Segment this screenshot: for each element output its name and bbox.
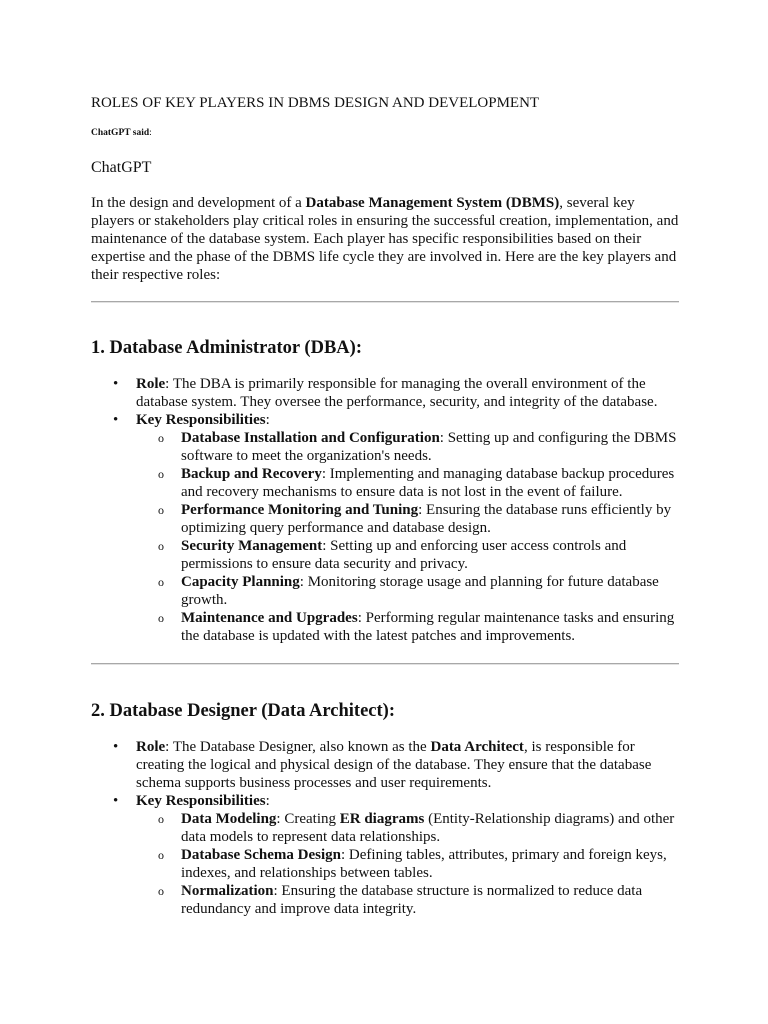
item-bold: ER diagrams — [339, 811, 425, 827]
speaker-name: ChatGPT — [91, 159, 152, 176]
responsibilities-label: Key Responsibilities — [136, 793, 266, 809]
responsibilities-colon: : — [265, 412, 270, 428]
list-item — [91, 738, 681, 792]
section-heading-dba: 1. Database Administrator (DBA): — [91, 338, 362, 358]
sub-list-item — [91, 501, 681, 537]
intro-pre: In the design and development of a — [91, 195, 306, 211]
horizontal-rule — [91, 663, 679, 665]
intro-paragraph — [91, 194, 681, 284]
designer-list — [91, 738, 681, 918]
item-label: Database Schema Design — [181, 847, 341, 863]
sub-list-item — [91, 465, 681, 501]
section-heading-designer: 2. Database Designer (Data Architect): — [91, 701, 395, 721]
sub-bullet-icon: o — [158, 467, 164, 481]
sub-list-item — [91, 882, 681, 918]
item-text: : Monitoring storage usage and planning for future database growth. — [181, 574, 659, 608]
sub-list-item — [91, 810, 681, 846]
sub-bullet-icon: o — [158, 539, 164, 553]
sub-list-item — [91, 429, 681, 465]
bullet-icon: • — [113, 739, 119, 755]
dba-list — [91, 375, 681, 645]
bullet-icon: • — [113, 412, 119, 428]
horizontal-rule — [91, 301, 679, 303]
responsibilities-colon: : — [265, 793, 270, 809]
item-label: Database Installation and Configuration — [181, 430, 440, 446]
item-label: Data Modeling — [181, 811, 277, 827]
intro-bold: Database Management System (DBMS) — [305, 195, 560, 211]
intro-post: , several key players or stakeholders play critical roles in ensuring the successful creation, implementation, and maintenance of the database system. Each player has specific responsibilities based on their expertise and the phase of the DBMS life cycle they are involved in. Here are the key players and their respective roles: — [91, 195, 679, 283]
bullet-icon: • — [113, 376, 119, 392]
sub-bullet-icon: o — [158, 884, 164, 898]
sub-list-item — [91, 846, 681, 882]
sub-list-item — [91, 537, 681, 573]
item-label: Performance Monitoring and Tuning — [181, 502, 419, 518]
list-item — [91, 792, 681, 810]
item-text: : Setting up and configuring the DBMS software to meet the organization's needs. — [181, 430, 677, 464]
role-pre: : The Database Designer, also known as the — [165, 739, 431, 755]
sub-bullet-icon: o — [158, 575, 164, 589]
bullet-icon: • — [113, 793, 119, 809]
said-colon: : — [149, 128, 152, 138]
item-text: : Setting up and enforcing user access controls and permissions to ensure data security and privacy. — [181, 538, 627, 572]
item-label: Maintenance and Upgrades — [181, 610, 358, 626]
item-text: : Defining tables, attributes, primary and foreign keys, indexes, and relationships between tables. — [181, 847, 667, 881]
item-post: (Entity-Relationship diagrams) and other data models to represent data relationships. — [181, 811, 675, 845]
item-label: Backup and Recovery — [181, 466, 322, 482]
item-text: : Ensuring the database runs efficiently by optimizing query performance and database design. — [181, 502, 672, 536]
sub-bullet-icon: o — [158, 611, 164, 625]
item-text: : Ensuring the database structure is normalized to reduce data redundancy and improve data integrity. — [181, 883, 643, 917]
item-label: Normalization — [181, 883, 274, 899]
role-label: Role — [136, 739, 166, 755]
sub-list-item — [91, 609, 681, 645]
item-label: Capacity Planning — [181, 574, 300, 590]
list-item — [91, 375, 681, 411]
role-label: Role — [136, 376, 166, 392]
item-label: Security Management — [181, 538, 323, 554]
document-title: ROLES OF KEY PLAYERS IN DBMS DESIGN AND DEVELOPMENT — [91, 95, 540, 111]
item-pre: : Creating — [276, 811, 340, 827]
said-label — [91, 127, 152, 139]
item-text: : Performing regular maintenance tasks and ensuring the database is updated with the latest patches and improvements. — [181, 610, 675, 644]
sub-bullet-icon: o — [158, 812, 164, 826]
sub-list-item — [91, 573, 681, 609]
sub-bullet-icon: o — [158, 431, 164, 445]
role-post: , is responsible for creating the logical and physical design of the database. They ensure that the database schema supports business processes and user requirements. — [136, 739, 652, 791]
item-text: : Implementing and managing database backup procedures and recovery mechanisms to ensure data is not lost in the event of failure. — [181, 466, 675, 500]
list-item — [91, 411, 681, 429]
responsibilities-label: Key Responsibilities — [136, 412, 266, 428]
said-label-text: ChatGPT said — [91, 128, 150, 138]
role-text: : The DBA is primarily responsible for managing the overall environment of the database system. They oversee the performance, security, and integrity of the database. — [136, 376, 658, 410]
sub-bullet-icon: o — [158, 503, 164, 517]
sub-bullet-icon: o — [158, 848, 164, 862]
role-bold: Data Architect — [430, 739, 524, 755]
